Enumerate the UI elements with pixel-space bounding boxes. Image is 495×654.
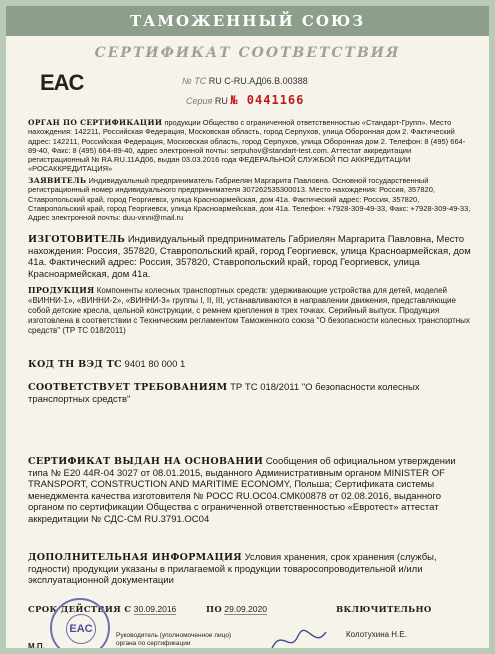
code-value: 9401 80 000 1: [124, 359, 186, 370]
additional-label: ДОПОЛНИТЕЛЬНАЯ ИНФОРМАЦИЯ: [28, 552, 242, 563]
validity-to-date: 29.09.2020: [224, 604, 267, 614]
stamp-label: М.П.: [28, 642, 45, 651]
applicant-text: Индивидуальный предприниматель Габриелян Маргарита Павловна. Основной государственный регистрационный номер индивидуального предпринимателя 307262535300013. Место нахождения: Россия, 357820, Ставропольский край, город Георгиевск, улица Красноармейская, дом 41а. Фактический адрес: Россия, 357820, Ставропольский край, город Георгиевск, улица Красноармейская, дом 41а. Телефон: +7928-309-49-33, Факс: +7928-309-49-33, Адрес электронной почты: duu-vinni@mail.ru: [28, 176, 471, 223]
certificate-number-line: [182, 76, 308, 86]
stamp-eac-logo: EAC: [66, 614, 96, 644]
applicant-label: ЗАЯВИТЕЛЬ: [28, 176, 87, 185]
section-additional: [28, 552, 473, 587]
series-value: RU: [214, 96, 228, 106]
organ-text: продукции Общество с ограниченной ответственностью «Стандарт-Групп». Место нахождения: 142211, Российская Федерация, Московская область, город Серпухов, улица Оборонная дом 2. Фактический адрес: 142211, Российская Федерация, Московская область, город Серпухов, улица Оборонная дом 2. Телефон: 8 (495) 664-89-40, Факс: 8 (495) 664-89-40, адрес электронной почты: serpuhov@standart-test.com. Аттестат аккредитации регистрационный № RA.RU.11АД06, выдан 03.03.2016 года ФЕДЕРАЛЬНОЙ СЛУЖБОЙ ПО АККРЕДИТАЦИИ «РОСАККРЕДИТАЦИЯ»: [28, 118, 466, 174]
conformity-label: СООТВЕТСТВУЕТ ТРЕБОВАНИЯМ: [28, 382, 228, 393]
number-label: № ТС: [182, 76, 207, 86]
section-organ: [28, 118, 473, 174]
section-product: [28, 285, 473, 336]
series-red-number: № 0441166: [230, 93, 305, 107]
validity-to: [206, 604, 267, 615]
additional-text: Условия хранения, срок хранения (службы, годности) продукции указаны в прилагаемой к продукции товаросопроводительной и/или эксплуатационной документации: [28, 552, 437, 586]
manufacturer-text: Индивидуальный предприниматель Габриелян Маргарита Павловна, Место нахождения: Россия, 357820, Ставропольский край, город Георгиевск, улица Красноармейская, дом 41а. Фактический адрес: Россия, 357820, Ставропольский край, город Георгиевск, улица Красноармейская, дом 41а.: [28, 234, 471, 280]
product-label: ПРОДУКЦИЯ: [28, 285, 95, 295]
inclusive-label: ВКЛЮЧИТЕЛЬНО: [336, 605, 432, 615]
conformity-text: ТР ТС 018/2011 "О безопасности колесных транспортных средств": [28, 382, 420, 405]
basis-label: СЕРТИФИКАТ ВЫДАН НА ОСНОВАНИИ: [28, 456, 264, 467]
section-applicant: [28, 176, 473, 222]
series-label: Серия: [186, 96, 213, 106]
head-name: Колотухина Н.Е.: [346, 630, 407, 639]
head-role: Руководитель (уполномоченное лицо) органа по сертификации: [116, 632, 232, 647]
section-conformity: [28, 382, 473, 405]
validity-inclusive: [336, 604, 432, 615]
code-label: КОД ТН ВЭД ТС: [28, 359, 122, 370]
expert-name: Васюкевич Д.В.: [346, 647, 405, 654]
validity-to-label: ПО: [206, 605, 223, 615]
eac-logo: EAC: [40, 70, 84, 95]
certificate-number: RU C-RU.АД06.В.00388: [208, 76, 308, 86]
product-text: Компоненты колесных транспортных средств: удерживающие устройства для детей, моделей «ВИННИ-1», «ВИННИ-2», «ВИННИ-3» группы I, II, III, устанавливаются в направлении движения, представляющие собой детские кресла, цельной конструкции, с ремнем крепления в трех точках. Серийный выпуск. Продукция изготовлена в соответствии с Техническим регламентом Таможенного союза "О безопасности колесных транспортных средств" (ТР ТС 018/2011): [28, 286, 470, 335]
section-code: [28, 359, 473, 371]
stamp-area: [28, 598, 108, 654]
validity-from-date: 30.09.2016: [133, 604, 177, 614]
signature-scribble: [268, 624, 338, 654]
series-line: [186, 93, 304, 107]
validity-from-label: СРОК ДЕЙСТВИЯ С: [28, 605, 132, 615]
customs-union-banner: ТАМОЖЕННЫЙ СОЮЗ: [6, 6, 489, 36]
organ-label: ОРГАН ПО СЕРТИФИКАЦИИ: [28, 118, 163, 127]
certification-stamp: [50, 598, 110, 654]
section-manufacturer: [28, 234, 473, 280]
basis-text: Сообщения об официальном утверждении типа № E20 44R-04 3027 от 08.01.2015, выданного Административным органом MINISTER OF TRANSPORT, CONSTRUCTION AND MARITIME ECONOMY, Польша; Сертификата системы менеджмента качества изготовителя № РОСС RU.ОС04.СМК00878 от 02.08.2016, выданного органом по сертификации Общества с ограниченной ответственностью «Евротест» аттестат аккредитации № СДС-СМ RU.3791.ОС04: [28, 456, 456, 525]
certificate-title: СЕРТИФИКАТ СООТВЕТСТВИЯ: [94, 45, 401, 61]
section-basis: [28, 456, 473, 525]
manufacturer-label: ИЗГОТОВИТЕЛЬ: [28, 234, 126, 245]
